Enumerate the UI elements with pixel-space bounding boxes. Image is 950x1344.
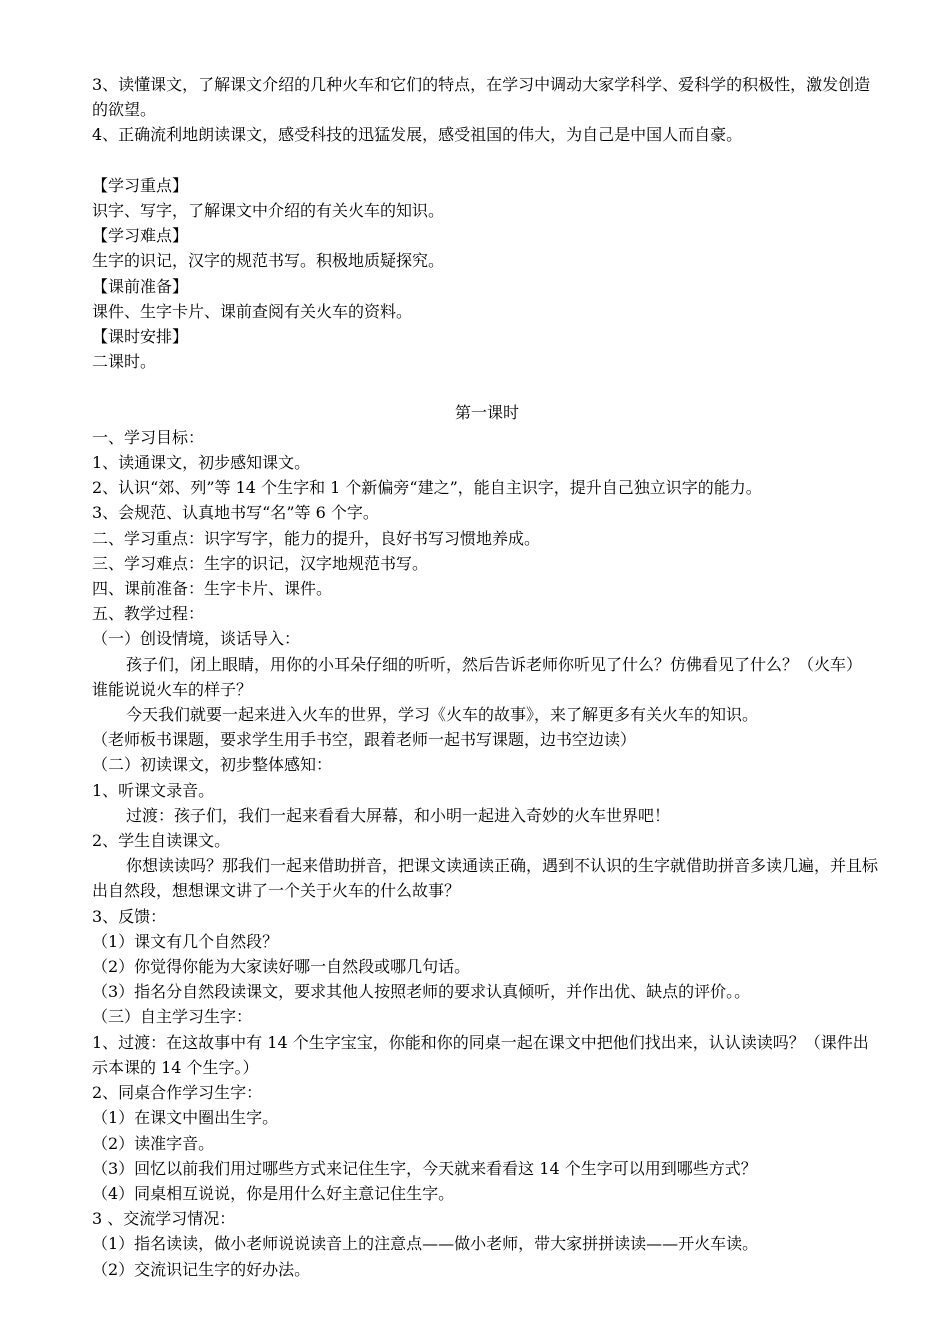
paragraph: （老师板书课题，要求学生用手书空，跟着老师一起书写课题，边书空边读） <box>92 730 637 750</box>
key-points-text: 识字、写字，了解课文中介绍的有关火车的知识。 <box>92 201 445 220</box>
list-item: （1）指名读读，做小老师说说读音上的注意点——做小老师，带大家拼拼读读——开火车读。 <box>92 1234 759 1254</box>
step-heading: 3 、交流学习情况： <box>92 1209 236 1229</box>
lesson-line: 一、学习目标： <box>92 427 205 447</box>
lesson-line: （一）创设情境，谈话导入： <box>92 629 301 649</box>
lesson-line: 二、学习重点：识字写字，能力的提升，良好书写习惯地养成。 <box>92 528 541 548</box>
lesson-line: 3、会规范、认真地书写“名”等 6 个字。 <box>92 503 379 523</box>
list-item: （1）在课文中圈出生字。 <box>92 1108 279 1128</box>
difficulties-text: 生字的识记，汉字的规范书写。积极地质疑探究。 <box>92 251 445 271</box>
step-heading: 1、过渡：在这故事中有 14 个生字宝宝，你能和你的同桌一起在课文中把他们找出来，认认读读吗？（课件出示本课的 14 个生字。） <box>92 1032 869 1077</box>
list-item: （3）回忆以前我们用过哪些方式来记住生字，今天就来看看这 14 个生字可以用到哪些方式？ <box>92 1158 757 1178</box>
paragraph: 孩子们，闭上眼睛，用你的小耳朵仔细的听听，然后告诉老师你听见了什么？仿佛看见了什么？（火车） 谁能说说火车的样子？ <box>92 654 887 699</box>
lesson-title: 第一课时 <box>454 402 519 422</box>
lesson-line: 五、教学过程： <box>92 604 205 624</box>
difficulties-heading: 【学习难点】 <box>92 226 189 246</box>
step-heading: 2、学生自读课文。 <box>92 831 231 851</box>
list-item: （2）读准字音。 <box>92 1133 215 1153</box>
paragraph: 今天我们就要一起来进入火车的世界，学习《火车的故事》，来了解更多有关火车的知识。 <box>126 705 759 725</box>
step-heading: 3、反馈： <box>92 906 167 926</box>
document-page <box>92 72 887 1282</box>
section-heading: （二）初读课文，初步整体感知： <box>92 755 333 775</box>
schedule-heading: 【课时安排】 <box>92 327 189 347</box>
schedule-text: 二课时。 <box>92 352 157 372</box>
intro-item-4: 4、正确流利地朗读课文，感受科技的迅猛发展，感受祖国的伟大，为自己是中国人而自豪。 <box>92 125 743 145</box>
list-item: （4）同桌相互说说，你是用什么好主意记住生字。 <box>92 1183 455 1203</box>
paragraph: 你想读读吗？那我们一起来借助拼音，把课文读通读正确，遇到不认识的生字就借助拼音多读几遍，并且标出自然段，想想课文讲了一个关于火车的什么故事？ <box>92 856 879 901</box>
key-points-heading: 【学习重点】 <box>92 175 189 195</box>
step-heading: 2、同桌合作学习生字： <box>92 1083 263 1103</box>
paragraph: 过渡：孩子们，我们一起来看看大屏幕，和小明一起进入奇妙的火车世界吧！ <box>126 805 671 825</box>
section-heading: （三）自主学习生字： <box>92 1007 253 1027</box>
spacer <box>92 148 882 173</box>
intro-item-3: 3、读懂课文，了解课文介绍的几种火车和它们的特点，在学习中调动大家学科学、爱科学的积极性，激发创造的欲望。 <box>92 75 871 120</box>
spacer <box>92 374 882 399</box>
lesson-line: 三、学习难点：生字的识记，汉字地规范书写。 <box>92 553 429 573</box>
list-item: （1）课文有几个自然段？ <box>92 931 279 951</box>
step-heading: 1、听课文录音。 <box>92 780 215 800</box>
lesson-line: 四、课前准备：生字卡片、课件。 <box>92 579 333 599</box>
list-item: （2）交流识记生字的好办法。 <box>92 1259 311 1279</box>
preparation-heading: 【课前准备】 <box>92 276 189 296</box>
preparation-text: 课件、生字卡片、课前查阅有关火车的资料。 <box>92 301 413 321</box>
lesson-line: 1、读通课文，初步感知课文。 <box>92 453 311 473</box>
list-item: （3）指名分自然段读课文，要求其他人按照老师的要求认真倾听，并作出优、缺点的评价。。 <box>92 982 751 1002</box>
lesson-line: 2、认识“郊、列”等 14 个生字和 1 个新偏旁“建之”，能自主识字，提升自己独立识字的能力。 <box>92 478 762 498</box>
list-item: （2）你觉得你能为大家读好哪一自然段或哪几句话。 <box>92 957 471 977</box>
